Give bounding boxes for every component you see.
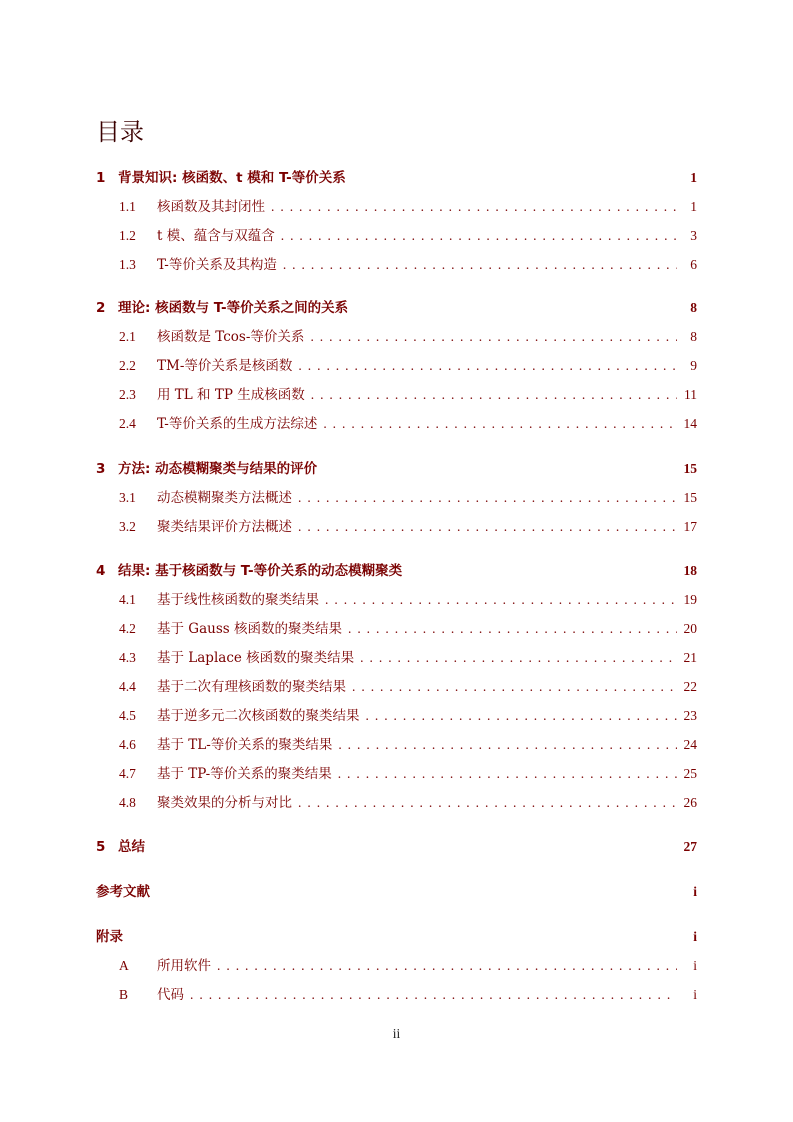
toc-entry-title: 所用软件 <box>157 958 211 974</box>
toc-entry-title: 基于 Gauss 核函数的聚类结果 <box>157 621 342 637</box>
toc-chapter-entry[interactable] <box>96 298 697 318</box>
toc-entry-title: 动态模糊聚类方法概述 <box>157 490 292 506</box>
toc-section-entry[interactable] <box>96 488 697 508</box>
toc-chapter-entry[interactable] <box>96 882 697 902</box>
toc-entry-title: 参考文献 <box>96 884 150 900</box>
toc-entry-title: 基于 TP-等价关系的聚类结果 <box>157 766 332 782</box>
dot-leader <box>338 764 677 784</box>
toc-entry-number: 3 <box>96 461 106 477</box>
toc-entry-page: i <box>693 987 697 1002</box>
toc-entry-title: 结果: 基于核函数与 T-等价关系的动态模糊聚类 <box>118 563 403 579</box>
dot-leader <box>298 356 677 376</box>
toc-entry-number: 4.7 <box>119 766 136 781</box>
toc-entry-number: 4 <box>96 563 106 579</box>
toc-entry-number: 1 <box>96 170 106 186</box>
toc-entry-title: 基于二次有理核函数的聚类结果 <box>157 679 346 695</box>
toc-chapter-entry[interactable] <box>96 561 697 581</box>
toc-entry-number: 2.1 <box>119 329 136 344</box>
toc-entry-page: 1 <box>690 199 697 214</box>
toc-section-entry[interactable] <box>96 255 697 275</box>
toc-chapter-entry[interactable] <box>96 927 697 947</box>
dot-leader <box>281 226 677 246</box>
dot-leader <box>217 956 677 976</box>
toc-entry-title: T-等价关系的生成方法综述 <box>157 416 318 432</box>
dot-leader <box>325 590 677 610</box>
toc-section-entry[interactable] <box>96 327 697 347</box>
toc-entry-page: 3 <box>690 228 697 243</box>
toc-entry-page: 25 <box>683 766 697 781</box>
toc-entry-title: 聚类效果的分析与对比 <box>157 795 292 811</box>
toc-entry-page: 11 <box>684 387 697 402</box>
toc-section-entry[interactable] <box>96 706 697 726</box>
toc-entry-title: 核函数是 Tcos-等价关系 <box>157 329 305 345</box>
toc-entry-number: 4.3 <box>119 650 136 665</box>
toc-entry-number: 2 <box>96 300 106 316</box>
toc-entry-page: 15 <box>683 490 697 505</box>
toc-section-entry[interactable] <box>96 590 697 610</box>
toc-section-entry[interactable] <box>96 414 697 434</box>
toc-entry-page: 19 <box>683 592 697 607</box>
toc-entry-title: 基于逆多元二次核函数的聚类结果 <box>157 708 360 724</box>
toc-entry-title: 基于 Laplace 核函数的聚类结果 <box>157 650 355 666</box>
toc-entry-title: 基于 TL-等价关系的聚类结果 <box>157 737 333 753</box>
dot-leader <box>298 517 677 537</box>
toc-appendix-entry[interactable] <box>96 956 697 976</box>
dot-leader <box>298 488 677 508</box>
toc-entry-page: 6 <box>690 257 697 272</box>
toc-entry-number: 2.3 <box>119 387 136 402</box>
dot-leader <box>352 677 677 697</box>
toc-heading: 目录 <box>96 118 144 146</box>
toc-chapter-entry[interactable] <box>96 837 697 857</box>
toc-entry-title: 核函数及其封闭性 <box>157 199 265 215</box>
dot-leader <box>323 414 677 434</box>
toc-entry-page: 23 <box>683 708 697 723</box>
toc-entry-title: 用 TL 和 TP 生成核函数 <box>157 387 305 403</box>
toc-entry-title: TM-等价关系是核函数 <box>157 358 293 374</box>
toc-entry-page: 1 <box>690 170 697 185</box>
toc-entry-page: 21 <box>683 650 697 665</box>
toc-chapter-entry[interactable] <box>96 168 697 188</box>
toc-entry-title: 方法: 动态模糊聚类与结果的评价 <box>118 461 318 477</box>
toc-entry-title: T-等价关系及其构造 <box>157 257 277 273</box>
toc-chapter-entry[interactable] <box>96 459 697 479</box>
toc-section-entry[interactable] <box>96 517 697 537</box>
toc-entry-number: 4.2 <box>119 621 136 636</box>
toc-entry-page: 27 <box>683 839 697 854</box>
toc-entry-number: 3.1 <box>119 490 136 505</box>
toc-entry-number: 2.2 <box>119 358 136 373</box>
toc-entry-page: 22 <box>683 679 697 694</box>
toc-entry-number: 1.3 <box>119 257 136 272</box>
toc-entry-page: 26 <box>683 795 697 810</box>
toc-section-entry[interactable] <box>96 677 697 697</box>
toc-entry-number: 4.6 <box>119 737 136 752</box>
toc-section-entry[interactable] <box>96 356 697 376</box>
toc-entry-page: 24 <box>683 737 697 752</box>
toc-entry-page: 15 <box>683 461 697 476</box>
toc-entry-title: 基于线性核函数的聚类结果 <box>157 592 319 608</box>
toc-entry-title: 理论: 核函数与 T-等价关系之间的关系 <box>118 300 349 316</box>
toc-entry-page: 9 <box>690 358 697 373</box>
toc-entry-page: 20 <box>683 621 697 636</box>
dot-leader <box>348 619 677 639</box>
toc-entry-number: 2.4 <box>119 416 136 431</box>
dot-leader <box>271 197 677 217</box>
toc-entry-title: 代码 <box>157 987 184 1003</box>
dot-leader <box>338 735 677 755</box>
toc-section-entry[interactable] <box>96 197 697 217</box>
toc-section-entry[interactable] <box>96 385 697 405</box>
toc-entry-title: 总结 <box>118 839 145 855</box>
toc-entry-page: 8 <box>690 329 697 344</box>
toc-entry-number: 1.2 <box>119 228 136 243</box>
toc-entry-number: 3.2 <box>119 519 136 534</box>
toc-entry-number: 4.8 <box>119 795 136 810</box>
toc-section-entry[interactable] <box>96 226 697 246</box>
dot-leader <box>190 985 677 1005</box>
toc-entry-title: t 模、蕴含与双蕴含 <box>157 228 275 244</box>
toc-entry-number: 4.1 <box>119 592 136 607</box>
toc-entry-title: 附录 <box>96 929 123 945</box>
toc-section-entry[interactable] <box>96 619 697 639</box>
toc-section-entry[interactable] <box>96 735 697 755</box>
toc-entry-number: B <box>119 987 129 1002</box>
toc-entry-number: 4.4 <box>119 679 136 694</box>
dot-leader <box>311 385 677 405</box>
toc-entry-title: 背景知识: 核函数、t 模和 T-等价关系 <box>118 170 346 186</box>
toc-entry-number: 4.5 <box>119 708 136 723</box>
toc-entry-number: A <box>119 958 129 973</box>
toc-appendix-entry[interactable] <box>96 985 697 1005</box>
toc-entry-number: 5 <box>96 839 106 855</box>
toc-entry-page: 18 <box>683 563 697 578</box>
toc-section-entry[interactable] <box>96 793 697 813</box>
toc-entry-page: 17 <box>683 519 697 534</box>
toc-entry-title: 聚类结果评价方法概述 <box>157 519 292 535</box>
toc-entry-page: i <box>693 884 697 899</box>
toc-entry-page: 14 <box>683 416 697 431</box>
toc-entry-page: 8 <box>690 300 697 315</box>
toc-entry-number: 1.1 <box>119 199 136 214</box>
dot-leader <box>298 793 677 813</box>
dot-leader <box>360 648 677 668</box>
toc-section-entry[interactable] <box>96 648 697 668</box>
toc-entry-page: i <box>693 958 697 973</box>
dot-leader <box>310 327 677 347</box>
toc-section-entry[interactable] <box>96 764 697 784</box>
page-number: ii <box>392 1026 401 1041</box>
toc-entry-page: i <box>693 929 697 944</box>
dot-leader <box>283 255 677 275</box>
dot-leader <box>366 706 678 726</box>
